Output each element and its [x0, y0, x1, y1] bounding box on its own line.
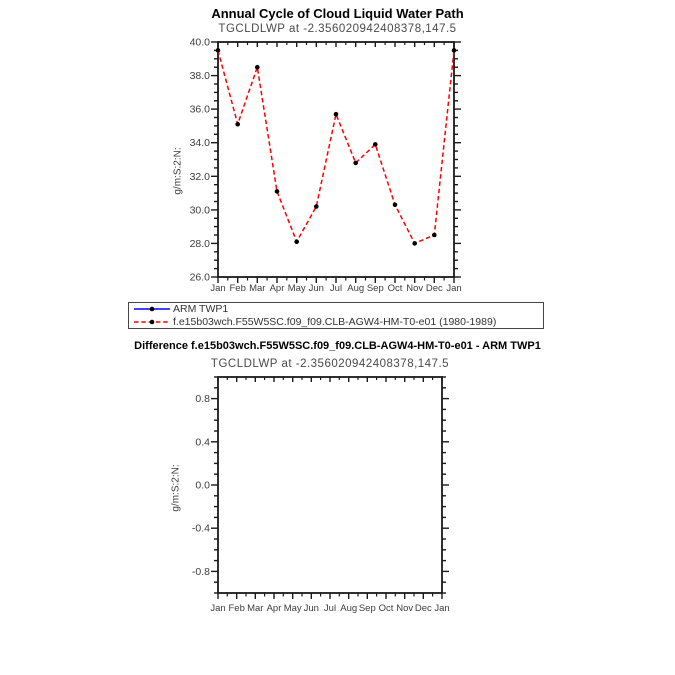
- x-tick-label: May: [283, 603, 302, 614]
- y-tick-label: 40.0: [189, 36, 210, 49]
- data-point-marker: [294, 239, 299, 244]
- y-tick-label: 0.8: [195, 393, 210, 406]
- x-tick-label: Jun: [303, 603, 319, 614]
- x-tick-label: Mar: [247, 603, 264, 614]
- x-tick-label: Dec: [414, 603, 432, 614]
- x-tick-label: Jun: [308, 283, 324, 294]
- y-tick-label: 28.0: [189, 237, 210, 250]
- x-tick-label: Nov: [396, 603, 414, 614]
- x-tick-label: Dec: [425, 283, 443, 294]
- legend-line-sample-obs: [132, 303, 172, 315]
- y-tick-label: 0.0: [195, 479, 210, 492]
- x-tick-label: Sep: [358, 603, 376, 614]
- x-tick-label: Sep: [366, 283, 384, 294]
- x-tick-label: Nov: [406, 283, 424, 294]
- y-tick-label: 30.0: [189, 204, 210, 217]
- y-tick-label: 0.4: [195, 436, 210, 449]
- legend-label-obs: ARM TWP1: [173, 303, 229, 316]
- x-tick-label: May: [287, 283, 306, 294]
- x-tick-label: Jul: [323, 603, 337, 614]
- top-chart-title: Annual Cycle of Cloud Liquid Water Path: [211, 6, 464, 21]
- x-tick-label: Apr: [269, 283, 285, 294]
- data-point-marker: [235, 122, 240, 127]
- x-tick-label: Feb: [228, 603, 245, 614]
- legend-marker-icon: [150, 319, 155, 324]
- x-tick-label: Apr: [266, 603, 282, 614]
- x-tick-label: Aug: [347, 283, 365, 294]
- legend-marker-icon: [150, 307, 155, 312]
- y-tick-label: -0.4: [191, 522, 210, 535]
- y-tick-label: -0.8: [191, 565, 210, 578]
- data-point-marker: [255, 65, 260, 70]
- x-tick-label: Jan: [210, 283, 226, 294]
- x-tick-label: Feb: [229, 283, 246, 294]
- x-tick-label: Jan: [446, 283, 462, 294]
- series-line: [218, 50, 454, 243]
- top-chart-ylabel: g/m:S:2:N:: [172, 147, 184, 195]
- legend-box: [128, 302, 544, 329]
- diff-chart-ylabel: g/m:S:2:N:: [170, 464, 182, 512]
- data-point-marker: [314, 204, 319, 209]
- x-tick-label: Oct: [378, 603, 394, 614]
- x-tick-label: Jul: [329, 283, 343, 294]
- legend-item-obs: [132, 303, 540, 316]
- top-chart-subtitle: TGCLDLWP at -2.356020942408378,147.5: [218, 23, 457, 35]
- data-point-marker: [373, 142, 378, 147]
- legend-line-sample-model: [132, 316, 172, 328]
- legend-label-model: f.e15b03wch.F55W5SC.f09_f09.CLB-AGW4-HM-T0-e01 (1980-1989): [173, 315, 497, 328]
- y-tick-label: 38.0: [189, 70, 210, 83]
- x-tick-label: Jan: [210, 603, 226, 614]
- data-point-marker: [275, 189, 280, 194]
- x-tick-label: Aug: [340, 603, 358, 614]
- x-tick-label: Jan: [434, 603, 450, 614]
- y-tick-label: 34.0: [189, 137, 210, 150]
- data-point-marker: [216, 48, 221, 53]
- y-tick-label: 26.0: [189, 271, 210, 284]
- diff-chart-title: Difference f.e15b03wch.F55W5SC.f09_f09.CLB-AGW4-HM-T0-e01 - ARM TWP1: [134, 340, 541, 352]
- data-point-marker: [353, 161, 358, 166]
- plot-border: [218, 377, 442, 593]
- data-point-marker: [452, 48, 457, 53]
- y-tick-label: 32.0: [189, 170, 210, 183]
- x-tick-label: Mar: [249, 283, 266, 294]
- diff-chart-subtitle: TGCLDLWP at -2.356020942408378,147.5: [210, 358, 450, 370]
- data-point-marker: [412, 241, 417, 246]
- data-point-marker: [432, 233, 437, 238]
- y-tick-label: 36.0: [189, 103, 210, 116]
- data-point-marker: [334, 112, 339, 117]
- x-tick-label: Oct: [387, 283, 403, 294]
- data-point-marker: [393, 203, 398, 208]
- legend-item-model: [132, 316, 540, 329]
